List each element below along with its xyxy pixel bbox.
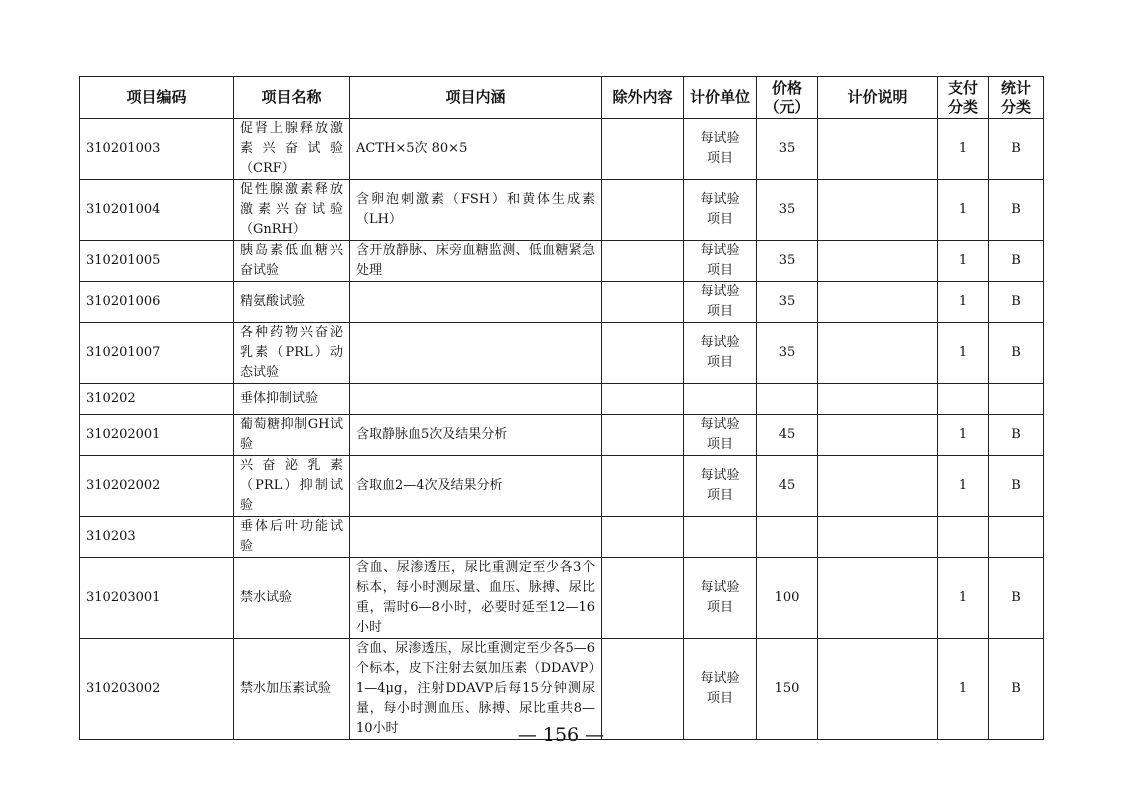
- cell-content: [350, 384, 602, 415]
- cell-exclusion: [602, 558, 684, 639]
- cell-content: 含开放静脉、床旁血糖监测、低血糖紧急处理: [350, 241, 602, 282]
- cell-price: 35: [757, 241, 818, 282]
- cell-code: 310202002: [80, 456, 234, 517]
- cell-unit: [684, 323, 757, 384]
- cell-code: 310203001: [80, 558, 234, 639]
- table-row: [80, 241, 1044, 282]
- header-note: 计价说明: [818, 77, 938, 119]
- cell-name: 垂体抑制试验: [234, 384, 350, 415]
- cell-note: [818, 456, 938, 517]
- unit-text: 每试验项目: [700, 284, 740, 319]
- table-row: [80, 119, 1044, 180]
- header-unit: 计价单位: [684, 77, 757, 119]
- cell-statistics: B: [989, 241, 1044, 282]
- cell-name: 葡萄糖抑制GH试验: [234, 415, 350, 456]
- header-content: 项目内涵: [350, 77, 602, 119]
- unit-text: 每试验项目: [700, 417, 740, 452]
- cell-price: 45: [757, 415, 818, 456]
- table-row: [80, 456, 1044, 517]
- cell-note: [818, 282, 938, 323]
- cell-code: 310203: [80, 517, 234, 558]
- cell-note: [818, 384, 938, 415]
- header-statistics: 统计分类: [989, 77, 1044, 119]
- cell-exclusion: [602, 282, 684, 323]
- cell-content: 含血、尿渗透压，尿比重测定至少各5—6个标本，皮下注射去氨加压素（DDAVP）1—4μg，注射DDAVP后每15分钟测尿量，每小时测血压、脉搏、尿比重共8—10小时: [350, 639, 602, 740]
- cell-payment: 1: [938, 558, 989, 639]
- header-price: 价格（元）: [757, 77, 818, 119]
- cell-note: [818, 180, 938, 241]
- cell-price: 150: [757, 639, 818, 740]
- cell-exclusion: [602, 323, 684, 384]
- cell-name: 各种药物兴奋泌乳素（PRL）动态试验: [234, 323, 350, 384]
- unit-text: 每试验项目: [700, 468, 740, 503]
- header-exclusion: 除外内容: [602, 77, 684, 119]
- cell-content: ACTH×5次 80×5: [350, 119, 602, 180]
- cell-unit: [684, 282, 757, 323]
- cell-unit: [684, 517, 757, 558]
- unit-text: 每试验项目: [700, 671, 740, 706]
- cell-exclusion: [602, 415, 684, 456]
- table-row: [80, 415, 1044, 456]
- cell-code: 310202: [80, 384, 234, 415]
- cell-price: 35: [757, 119, 818, 180]
- cell-code: 310201003: [80, 119, 234, 180]
- cell-name: 促性腺激素释放激素兴奋试验（GnRH）: [234, 180, 350, 241]
- table-row: [80, 180, 1044, 241]
- cell-payment: 1: [938, 282, 989, 323]
- table-row: [80, 384, 1044, 415]
- cell-statistics: B: [989, 639, 1044, 740]
- cell-price: 35: [757, 180, 818, 241]
- cell-note: [818, 517, 938, 558]
- cell-content: 含取静脉血5次及结果分析: [350, 415, 602, 456]
- page-number: — 156 —: [517, 724, 605, 746]
- cell-unit: [684, 241, 757, 282]
- cell-name: 胰岛素低血糖兴奋试验: [234, 241, 350, 282]
- cell-code: 310202001: [80, 415, 234, 456]
- cell-unit: [684, 415, 757, 456]
- cell-exclusion: [602, 456, 684, 517]
- unit-text: 每试验项目: [700, 580, 740, 615]
- cell-content: [350, 517, 602, 558]
- cell-price: 45: [757, 456, 818, 517]
- cell-exclusion: [602, 517, 684, 558]
- cell-statistics: [989, 517, 1044, 558]
- cell-unit: [684, 119, 757, 180]
- cell-unit: [684, 180, 757, 241]
- cell-name: 垂体后叶功能试验: [234, 517, 350, 558]
- cell-name: 促肾上腺释放激素兴奋试验（CRF）: [234, 119, 350, 180]
- cell-statistics: B: [989, 180, 1044, 241]
- cell-note: [818, 415, 938, 456]
- cell-payment: 1: [938, 456, 989, 517]
- cell-name: 精氨酸试验: [234, 282, 350, 323]
- cell-statistics: B: [989, 323, 1044, 384]
- cell-statistics: B: [989, 456, 1044, 517]
- unit-text: 每试验项目: [700, 192, 740, 227]
- cell-content: 含血、尿渗透压，尿比重测定至少各3个标本，每小时测尿量、血压、脉搏、尿比重，需时6—8小时，必要时延至12—16小时: [350, 558, 602, 639]
- cell-price: 35: [757, 323, 818, 384]
- cell-exclusion: [602, 180, 684, 241]
- cell-code: 310203002: [80, 639, 234, 740]
- header-payment: 支付分类: [938, 77, 989, 119]
- cell-code: 310201006: [80, 282, 234, 323]
- table-row: [80, 558, 1044, 639]
- cell-content: 含取血2—4次及结果分析: [350, 456, 602, 517]
- cell-content: 含卵泡刺激素（FSH）和黄体生成素（LH）: [350, 180, 602, 241]
- header-code: 项目编码: [80, 77, 234, 119]
- cell-price: 100: [757, 558, 818, 639]
- price-table: [79, 76, 1044, 740]
- cell-price: [757, 517, 818, 558]
- cell-note: [818, 119, 938, 180]
- cell-statistics: [989, 384, 1044, 415]
- cell-payment: 1: [938, 323, 989, 384]
- cell-payment: [938, 384, 989, 415]
- cell-payment: [938, 517, 989, 558]
- cell-statistics: B: [989, 119, 1044, 180]
- cell-note: [818, 558, 938, 639]
- cell-payment: 1: [938, 180, 989, 241]
- cell-unit: [684, 558, 757, 639]
- cell-exclusion: [602, 119, 684, 180]
- cell-unit: [684, 456, 757, 517]
- cell-unit: [684, 384, 757, 415]
- cell-code: 310201005: [80, 241, 234, 282]
- cell-payment: 1: [938, 119, 989, 180]
- cell-name: 禁水加压素试验: [234, 639, 350, 740]
- cell-statistics: B: [989, 282, 1044, 323]
- unit-text: 每试验项目: [700, 131, 740, 166]
- cell-content: [350, 282, 602, 323]
- cell-exclusion: [602, 384, 684, 415]
- cell-exclusion: [602, 241, 684, 282]
- cell-name: 兴奋泌乳素（PRL）抑制试验: [234, 456, 350, 517]
- cell-price: 35: [757, 282, 818, 323]
- header-name: 项目名称: [234, 77, 350, 119]
- cell-content: [350, 323, 602, 384]
- cell-note: [818, 323, 938, 384]
- cell-name: 禁水试验: [234, 558, 350, 639]
- table-header-row: [80, 77, 1044, 119]
- cell-note: [818, 241, 938, 282]
- cell-code: 310201007: [80, 323, 234, 384]
- cell-statistics: B: [989, 558, 1044, 639]
- table-row: [80, 323, 1044, 384]
- cell-payment: 1: [938, 639, 989, 740]
- unit-text: 每试验项目: [700, 335, 740, 370]
- table-row: [80, 282, 1044, 323]
- cell-statistics: B: [989, 415, 1044, 456]
- cell-payment: 1: [938, 241, 989, 282]
- table-row: [80, 517, 1044, 558]
- cell-code: 310201004: [80, 180, 234, 241]
- cell-price: [757, 384, 818, 415]
- unit-text: 每试验项目: [700, 243, 740, 278]
- cell-payment: 1: [938, 415, 989, 456]
